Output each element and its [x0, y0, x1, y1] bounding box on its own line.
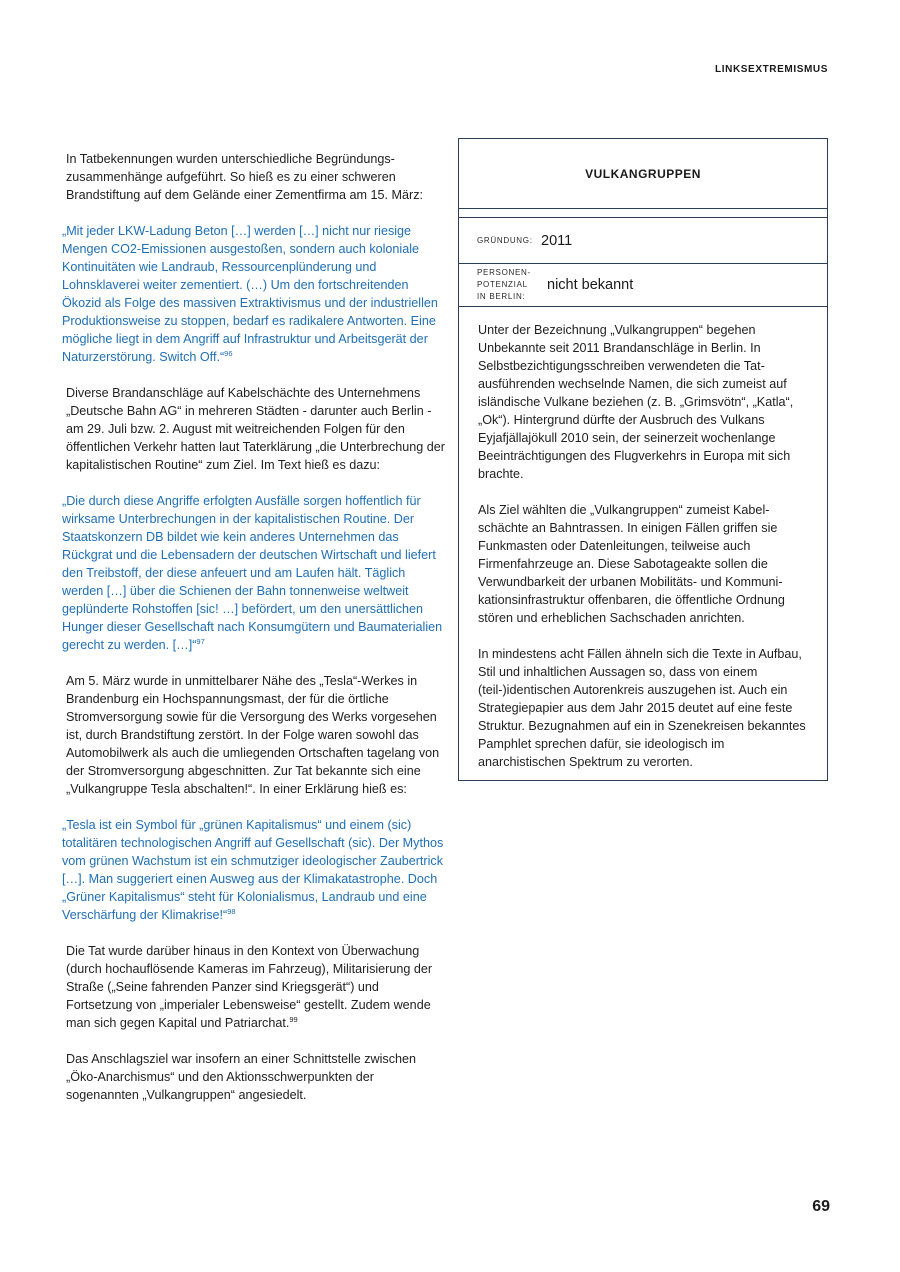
- footnote-ref: 96: [224, 348, 233, 358]
- founded-value: 2011: [541, 232, 573, 249]
- potential-label: PERSONEN- POTENZIAL IN BERLIN:: [477, 268, 531, 301]
- footnote-ref: 97: [196, 636, 205, 646]
- body-paragraph: Das Anschlagsziel war insofern an einer Schnittstelle zwischen „Öko-Anarchismus“ und den Aktionsschwerpunkten der sogenannten „Vulkangruppen“ angesiedelt.: [66, 1052, 416, 1102]
- founded-label: GRÜNDUNG:: [477, 235, 533, 245]
- body-paragraph: In Tatbekennungen wurden unterschiedliche Begründungszusammenhänge aufgeführt. So hieß es zu einer schweren Brandstiftung auf dem Gelände einer Zementfirma am 15. März:: [66, 152, 423, 202]
- quote-paragraph: „Tesla ist ein Symbol für „grünen Kapitalismus“ und einem (sic) totalitären technologischen Angriff auf Gesellschaft (sic). Der Mythos vom grünen Wachstum ist ein schmutziger ideologischer Zaubertrick […]. Man suggeriert einen Ausweg aus der Klimakatastrophe. Doch „Grüner Kapitalismus“ steht für Kolonialismus, Landraub und eine Verschärfung der Klimakrise!“$^{98}$: [62, 818, 444, 922]
- quote-paragraph: „Die durch diese Angriffe erfolgten Ausfälle sorgen hoffentlich für wirksame Unterbrechungen in der kapitalistischen Routine. Der Staatskonzern DB bildet wie kein anderes Unternehmen das Rückgrat und die Lebensadern der deutschen Wirtschaft und liefert den Treibstoff, der diese anfeuert und am Laufen hält. Täglich werden […] über die Schienen der Bahn tonnenweise weltweit geplünderte Rohstoffen [sic! …] befördert, um den unersättlichen Hunger dieser Gesellschaft nach Konsumgütern und Baumaterialien gerecht zu werden. […]“$^{97}$: [62, 494, 443, 652]
- body-paragraph: Diverse Brandanschläge auf Kabelschächte des Unternehmens „Deutsche Bahn AG“ in mehreren Städten - darunter auch Berlin - am 29. Juli bzw. 2. August mit weitreichenden Folgen für den öffentlichen Verkehr hatten laut Taterklärung „die Unterbrechung der kapitalistischen Routine“ zum Ziel. Im Text hieß es dazu:: [66, 386, 445, 472]
- quote-paragraph: „Mit jeder LKW-Ladung Beton […] werden […] nicht nur riesige Mengen CO2-Emissionen ausgestoßen, sondern auch koloniale Kontinuitäten wie Landraub, Ressourcenplünderung und Lohnsklaverei weiter zementiert. (…) Um den fortschreitenden Ökozid als Folge des massiven Extraktivismus und der industriellen Produktionsweise zu stoppen, bedarf es radikalere Antworten. Eine mögliche liegt in dem Angriff auf Infrastruktur und Arbeitsgerät der Naturzerstörung. Switch Off.“$^{96}$: [62, 224, 438, 364]
- info-box-paragraph: Unter der Bezeichnung „Vulkangruppen“ begehen Unbekannte seit 2011 Brandanschläge in Berlin. In Selbstbezichtigungsschreiben verwendeten die Tatausführenden wechselnde Namen, die sich zumeist auf isländische Vulkane beziehen (z. B. „Grimsvötn“, „Katla“, „Ok“). Hintergrund dürfte der Ausbruch des Vulkans Eyjafjällajökull 2010 sein, der seinerzeit wochenlange Beeinträchtigungen des Flugverkehrs in Europa mit sich brachte.: [478, 323, 794, 481]
- main-text-column: [62, 150, 446, 1122]
- page-number: 69: [812, 1198, 830, 1215]
- info-box-body: [459, 307, 827, 771]
- potential-value: nicht bekannt: [547, 277, 634, 293]
- body-paragraph: Am 5. März wurde in unmittelbarer Nähe des „Tesla“-Werkes in Brandenburg ein Hochspannungsmast, der für die örtliche Stromversorgung sowie für die Versorgung des Werks vorgesehen ist, durch Brandstiftung zerstört. In der Folge waren sowohl das Automobilwerk als auch die umliegenden Ortschaften tagelang von der Stromversorgung abgeschnitten. Zur Tat bekannte sich eine „Vulkangruppe Tesla abschalten!“. In einer Erklärung hieß es:: [66, 674, 440, 796]
- section-label: LINKSEXTREMISMUS: [715, 64, 828, 75]
- info-box-paragraph: Als Ziel wählten die „Vulkangruppen“ zumeist Kabelschächte an Bahntrassen. In einigen Fällen griffen sie Funkmasten oder Datenleitungen, teilweise auch Firmenfahrzeuge an. Diese Sabotageakte sollen die Verwundbarkeit der urbanen Mobilitäts- und Kommunikationsinfrastruktur offenbaren, die öffentliche Ordnung stören und erheblichen Sachschaden anrichten.: [478, 503, 785, 625]
- info-box-vulkangruppen: [458, 138, 828, 781]
- potential-row: [459, 263, 827, 307]
- body-paragraph: Die Tat wurde darüber hinaus in den Kontext von Überwachung (durch hochauflösende Kameras im Fahrzeug), Militarisierung der Straße („Seine fahrenden Panzer sind Kriegsgerät“) und Fortsetzung von „imperialer Lebensweise“ gestellt. Zudem wende man sich gegen Kapital und Patriarchat.$^{99}$: [66, 944, 433, 1030]
- founded-row: [459, 217, 827, 263]
- footnote-ref: 98: [227, 906, 236, 916]
- footnote-ref: 99: [289, 1014, 298, 1024]
- info-box-title: VULKANGRUPPEN: [459, 139, 827, 209]
- info-box-paragraph: In mindestens acht Fällen ähneln sich die Texte in Aufbau, Stil und inhaltlichen Aussagen so, dass von einem (teil-)identischen Autorenkreis auszugehen ist. Auch ein Strategiepapier aus dem Jahr 2015 deutet auf eine feste Struktur. Bezugnahmen auf ein in Szenekreisen bekanntes Pamphlet sprechen dafür, sie ideologisch im anarchistischen Spektrum zu verorten.: [478, 647, 806, 769]
